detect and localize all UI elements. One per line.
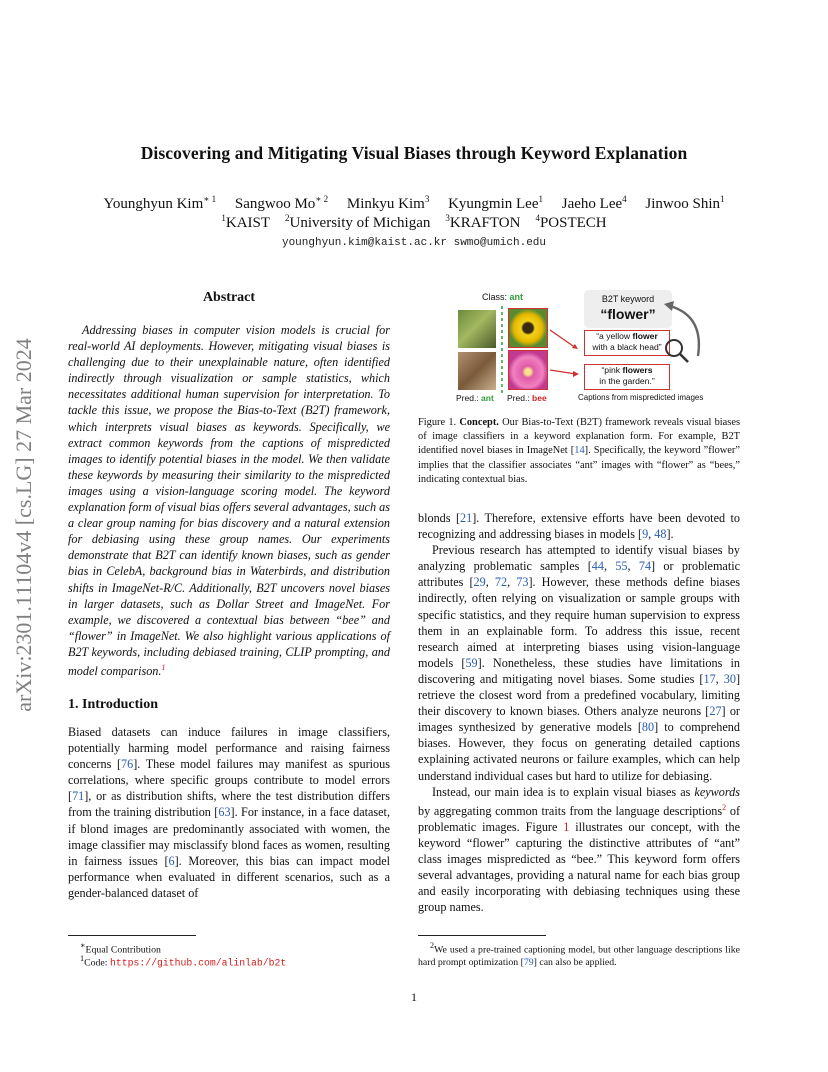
ant-image-mispredicted — [508, 350, 548, 390]
author: Minkyu Kim$^3$ — [346, 194, 430, 212]
caption-box: “a yellow flower with a black head” — [584, 330, 670, 356]
author: Sangwoo $Mo^{∗ 2}$ — [234, 194, 329, 212]
citation-link[interactable]: 79 — [523, 957, 534, 969]
keyword-title: B2T keyword — [601, 294, 655, 304]
affiliation-list — [0, 213, 828, 232]
citation-link[interactable]: 76 — [121, 757, 134, 772]
citation-link[interactable]: 59 — [465, 655, 478, 670]
ant-image-mispredicted — [508, 308, 548, 348]
author-emails: younghyun.kim@kaist.ac.kr swmo@umich.edu — [281, 237, 547, 249]
citation-link[interactable]: 71 — [72, 789, 85, 804]
intro-paragraph: Previous research has attempted to identify visual biases by analyzing problematic samples [44, 55, 74] or problematic attributes [29, 72, 73]. However, these methods define biases indirectly, often relying on visualization or sample groups with specific statistics, and they require human supervision to express them in an explainable form. To address this issue, recent research aimed at interpreting biases using vision-language models [59]. Nonetheless, these studies have limitations in discovering and mitigating novel biases. Some studies [17, 30] retrieve the closest word from a predefined vocabulary, limiting their discovery to known biases. Others analyze neurons [27] or images synthesized by generative models [80] to comprehend biases. However, they focus on generating detailed captions explaining activated neurons or failure examples, which can help understand individual cases but hard to utilize for debiasing. — [418, 543, 741, 783]
abstract-body — [68, 322, 390, 679]
abstract-heading: Abstract — [202, 290, 256, 305]
footnote-rule — [68, 935, 196, 936]
paper-title: Discovering and Mitigating Visual Biases through Keyword Explanation — [140, 143, 688, 163]
author: Kyungmin Lee$^1$ — [448, 194, 543, 212]
pred-bee-label: Pred.: bee — [507, 393, 547, 403]
citation-link[interactable]: 30 — [723, 671, 736, 686]
intro-left-column — [68, 724, 390, 901]
citation-link[interactable]: 21 — [460, 511, 473, 525]
affiliation: $^3$KRAFTON — [445, 213, 521, 231]
intro-paragraph: blonds [21]. Therefore, extensive efforts have been devoted to recognizing and addressing biases in models [9, 48]. — [418, 511, 740, 542]
citation-link[interactable]: 80 — [641, 720, 655, 735]
caption-box: “pink flowers in the garden.” — [584, 364, 670, 390]
footnote-equal-contribution: ∗Equal Contribution — [80, 941, 161, 956]
code-link[interactable]: https://github.com/alinlab/b2t — [109, 957, 287, 969]
citation-link[interactable]: 17 — [703, 671, 716, 686]
keyword-text: “flower” — [600, 306, 656, 322]
footnote-mark[interactable]: 2 — [722, 802, 727, 812]
citation-link[interactable]: 9 — [642, 527, 649, 542]
intro-right-column — [418, 510, 740, 915]
figure-class-label: Class: ant — [482, 292, 524, 302]
citation-link[interactable]: 48 — [654, 527, 667, 542]
intro-paragraph: Instead, our main idea is to explain visual biases as keywords by aggregating common traits from the language descriptions$^2$ of problematic images. Figure 1 illustrates our concept, with the keyword “flower” capturing the distinctive attributes of “ant” class images mispredicted as “bee.” This keyword form offers several advantages, providing a natural name for each bias group and easily incorporating with debiasing techniques using these group names. — [418, 784, 740, 915]
footnote-rule — [418, 935, 546, 936]
citation-link[interactable]: 73 — [516, 575, 529, 590]
captions-label: Captions from mispredicted images — [578, 393, 704, 402]
figure-caption: Figure 1. Concept. Our Bias-to-Text (B2T) framework reveals visual biases of image classifiers in a keyword explanation form. For example, B2T identified novel biases in ImageNet [14]. Specifically, the keyword ”flower” implies that the classifier associates “ant” images with “flower” as “bees,” indicating contextual bias. — [418, 417, 740, 485]
figure-ref-link[interactable]: 1 — [563, 819, 570, 834]
abstract-text: Addressing biases in computer vision models is crucial for real-world AI deployments. However, mitigating visual biases is challenging due to their unexplainable nature, often identified indirectly through visualization or sample statistics, which necessitates additional human supervision for interpretation. To tackle this issue, we propose the Bias-to-Text (B2T) framework, which interprets visual biases as keywords. Specifically, we extract common keywords from the captions of mispredicted images to identify potential biases in the model. We then validate these keywords by measuring their similarity to the mispredicted images using a vision-language scoring model. The keyword explanation form of visual bias offers several advantages, such as a clear group naming for bias discovery and a natural extension for debiasing using these group names. Our experiments demonstrate that B2T can identify known biases, such as gender bias in CelebA, background bias in Waterbirds, and distribution shifts in ImageNet-R/C. Additionally, B2T uncovers novel biases in larger datasets, such as Dollar Street and ImageNet. For example, we discovered a contextual bias between “bee” and “flower” in ImageNet. We also highlight various applications of B2T keywords, including debiased training, CLIP prompting, and model comparison. — [68, 323, 390, 679]
affiliation: $^4$POSTECH — [535, 213, 607, 231]
citation-link[interactable]: 6 — [168, 853, 175, 868]
pred-ant-label: Pred.: ant — [456, 393, 494, 403]
ant-image-correct — [458, 310, 496, 348]
arrows — [548, 326, 582, 386]
citation-link[interactable]: 63 — [218, 805, 231, 820]
footnote-mark[interactable]: 1 — [161, 662, 166, 672]
author-list — [0, 194, 828, 213]
author: Younghyun Kim$^{∗ 1}$ — [103, 194, 217, 212]
affiliation: $^1$KAIST — [221, 213, 271, 231]
figure-concept — [452, 286, 722, 406]
footnote-code: $^1$Code: https://github.com/alinlab/b2t — [80, 954, 287, 969]
arxiv-id: arXiv:2301.11104v4 [cs.LG] 27 Mar 2024 — [11, 338, 36, 712]
footnote-captioning: $^2$We used a pre-trained captioning model, but other language descriptions like hard prompt optimization [79] can also be applied. — [418, 941, 740, 969]
magnifier-icon — [652, 298, 712, 378]
author: Jaeho Lee$^4$ — [561, 194, 627, 212]
divider-dashed — [500, 306, 504, 394]
author: Jinwoo Shin$^1$ — [645, 194, 725, 212]
intro-paragraph: Biased datasets can induce failures in image classifiers, potentially harming model performance and raising fairness concerns [76]. These model failures may manifest as spurious correlations, where specific groups contribute to model errors [71], or as distribution shifts, where the test distribution differs from the training distribution [63]. For instance, in a face dataset, if blond images are predominantly associated with women, the image classifier may misclassify blond faces as women, resulting in fairness issues [6]. Moreover, this bias can impact model performance when evaluated in different scenarios, such as a gender-balanced dataset of — [68, 725, 391, 900]
citation-link[interactable]: 29 — [473, 575, 486, 590]
citation-link[interactable]: 44 — [591, 559, 604, 574]
citation-link[interactable]: 74 — [638, 559, 652, 574]
affiliation: $^2$University of Michigan — [285, 213, 431, 231]
arxiv-sidebar — [4, 290, 44, 760]
ant-image-correct — [458, 352, 496, 390]
citation-link[interactable]: 14 — [574, 445, 585, 457]
section-heading-introduction: 1. Introduction — [68, 697, 158, 712]
citation-link[interactable]: 27 — [709, 704, 722, 719]
page-number: 1 — [411, 990, 417, 1004]
citation-link[interactable]: 55 — [615, 559, 628, 574]
citation-link[interactable]: 72 — [494, 575, 508, 590]
